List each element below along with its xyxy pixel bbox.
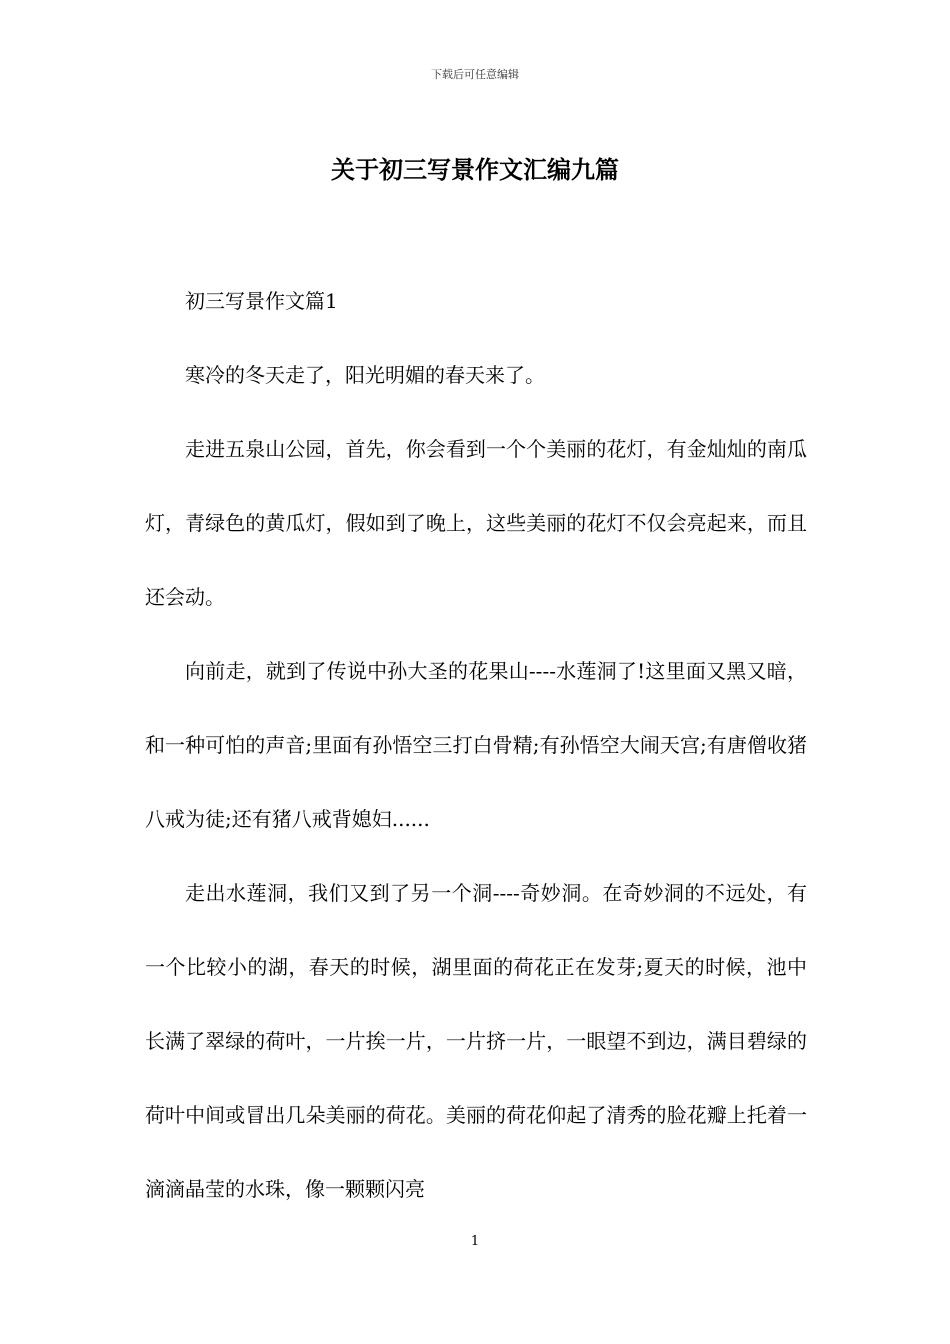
section-heading: 初三写景作文篇1 — [185, 289, 338, 313]
body-paragraph: 向前走，就到了传说中孙大圣的花果山----水莲洞了!这里面又黑又暗，和一种可怕的声音;里面有孙悟空三打白骨精;有孙悟空大闹天宫;有唐僧收猪八戒为徒;还有猪八戒背媳妇...... — [145, 659, 807, 831]
document-title: 关于初三写景作文汇编九篇 — [331, 155, 619, 184]
header-note: 下载后可任意编辑 — [431, 68, 519, 81]
page-number: 1 — [470, 1234, 480, 1249]
body-paragraph: 走进五泉山公园，首先，你会看到一个个美丽的花灯，有金灿灿的南瓜灯，青绿色的黄瓜灯，假如到了晚上，这些美丽的花灯不仅会亮起来，而且还会动。 — [145, 437, 807, 609]
document-body — [145, 264, 807, 1226]
body-paragraph: 寒冷的冬天走了，阳光明媚的春天来了。 — [185, 363, 545, 387]
body-paragraph: 走出水莲洞，我们又到了另一个洞----奇妙洞。在奇妙洞的不远处，有一个比较小的湖，春天的时候，湖里面的荷花正在发芽;夏天的时候，池中长满了翠绿的荷叶，一片挨一片，一片挤一片，一眼望不到边，满目碧绿的荷叶中间或冒出几朵美丽的荷花。美丽的荷花仰起了清秀的脸花瓣上托着一滴滴晶莹的水珠，像一颗颗闪亮 — [145, 881, 807, 1201]
